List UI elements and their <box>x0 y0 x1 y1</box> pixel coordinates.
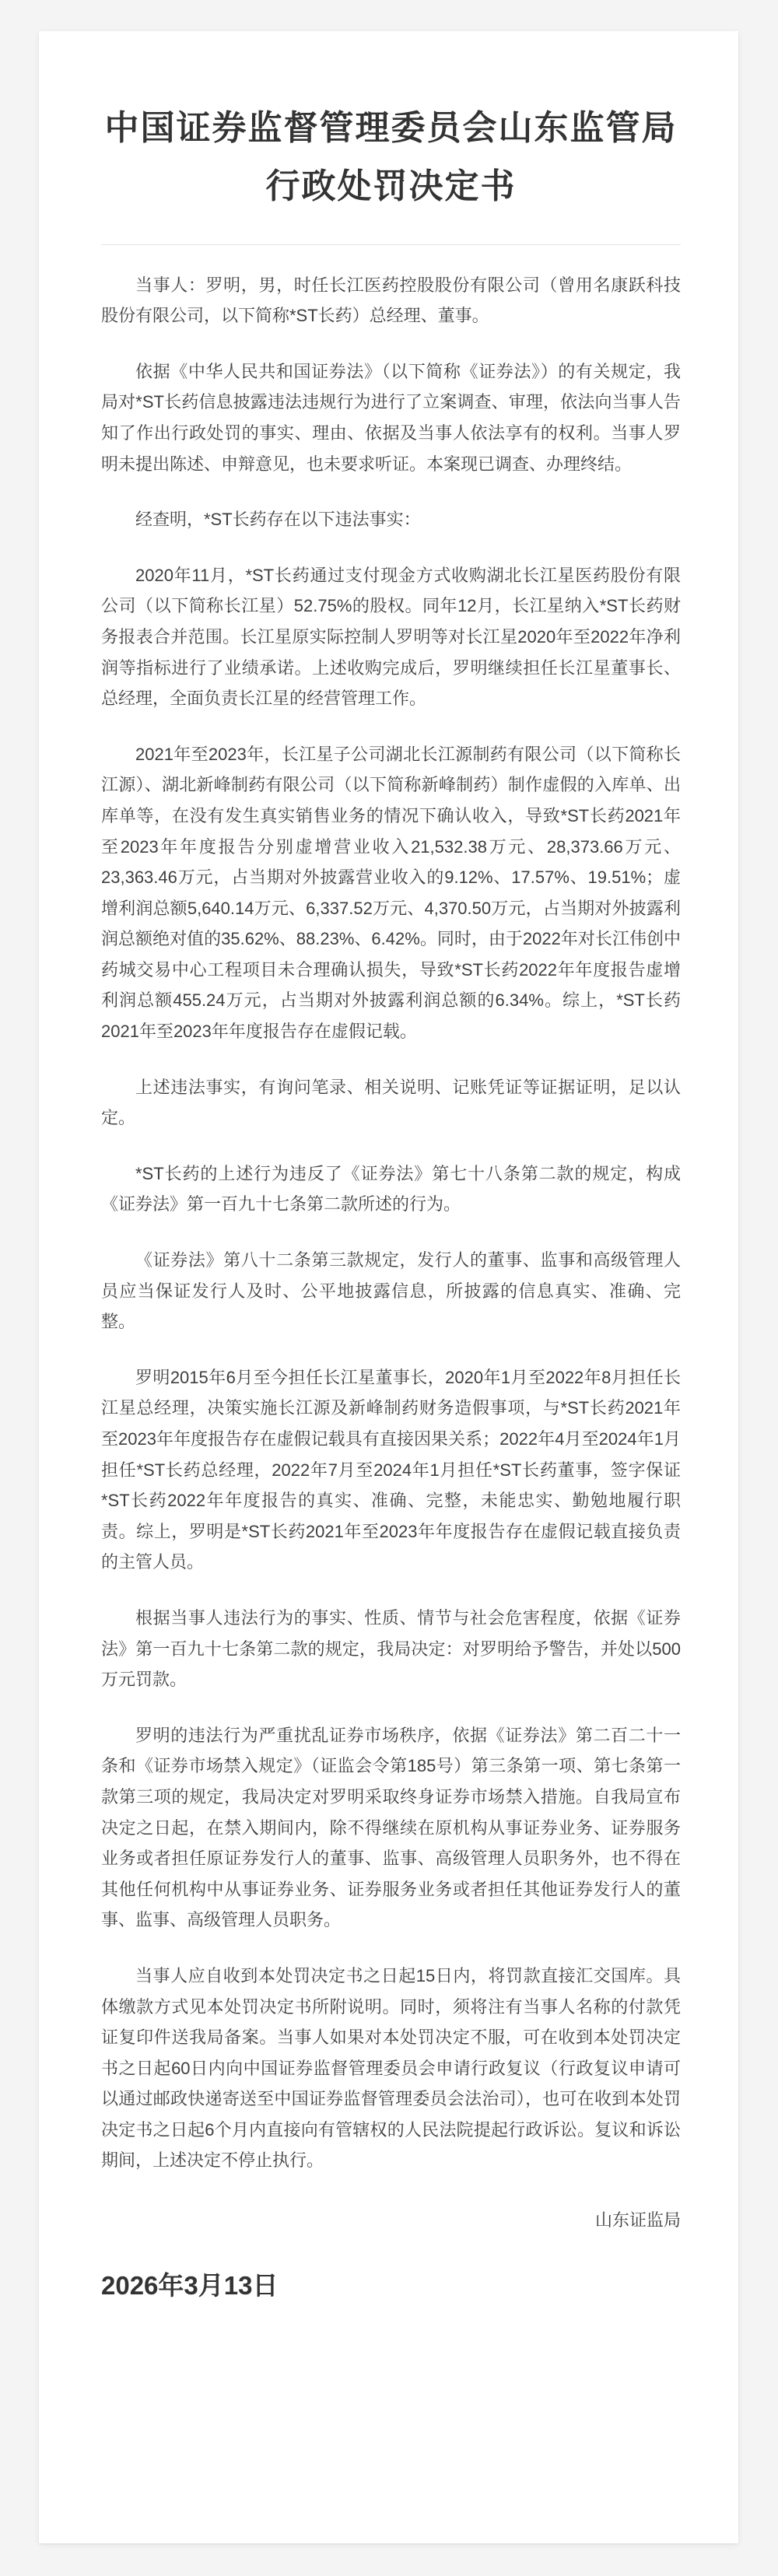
document-card <box>39 31 738 2543</box>
document-body <box>101 270 681 2176</box>
document-date: 2026年3月13日 <box>101 2270 279 2300</box>
paragraph-acquisition-facts: 2020年11月，*ST长药通过支付现金方式收购湖北长江星医药股份有限公司（以下简称长江星）52.75%的股权。同年12月，长江星纳入*ST长药财务报表合并范围。长江星原实际控制人罗明等对长江星2020年至2022年净利润等指标进行了业绩承诺。上述收购完成后，罗明继续担任长江星董事长、总经理，全面负责长江星的经营管理工作。 <box>101 565 681 709</box>
paragraph-evidence: 上述违法事实，有询问笔录、相关说明、记账凭证等证据证明，足以认定。 <box>101 1077 681 1128</box>
paragraph-violation: *ST长药的上述行为违反了《证券法》第七十八条第二款的规定，构成《证券法》第一百九十七条第二款所述的行为。 <box>101 1163 681 1214</box>
paragraph-basis: 依据《中华人民共和国证券法》（以下简称《证券法》）的有关规定，我局对*ST长药信息披露违法违规行为进行了立案调查、审理，依法向当事人告知了作出行政处罚的事实、理由、依据及当事人依法享有的权利。当事人罗明未提出陈述、申辩意见，也未要求听证。本案现已调查、办理终结。 <box>101 361 681 474</box>
title-line-1: 中国证券监督管理委员会山东监管局 <box>104 109 678 147</box>
paragraph-market-ban: 罗明的违法行为严重扰乱证券市场秩序，依据《证券法》第二百二十一条和《证券市场禁入规定》（证监会令第185号）第三条第一项、第七条第一款第三项的规定，我局决定对罗明采取终身证券市场禁入措施。自我局宣布决定之日起，在禁入期间内，除不得继续在原机构从事证券业务、证券服务业务或者担任原证券发行人的董事、监事、高级管理人员职务外，也不得在其他任何机构中从事证券业务、证券服务业务或者担任其他证券发行人的董事、监事、高级管理人员职务。 <box>101 1725 681 1930</box>
paragraph-payment-appeal: 当事人应自收到本处罚决定书之日起15日内，将罚款直接汇交国库。具体缴款方式见本处罚决定书所附说明。同时，须将注有当事人名称的付款凭证复印件送我局备案。当事人如果对本处罚决定不服，可在收到本处罚决定书之日起60日内向中国证券监督管理委员会申请行政复议（行政复议申请可以通过邮政快递寄送至中国证券监督管理委员会法治司），也可在收到本处罚决定书之日起6个月内直接向有管辖权的人民法院提起行政诉讼。复议和诉讼期间，上述决定不停止执行。 <box>101 1965 681 2171</box>
paragraph-findings-intro: 经查明，*ST长药存在以下违法事实： <box>135 510 421 530</box>
paragraph-parties: 当事人：罗明，男，时任长江医药控股股份有限公司（曾用名康跃科技股份有限公司，以下简称*ST长药）总经理、董事。 <box>101 275 681 326</box>
issuer-signature: 山东证监局 <box>594 2210 681 2231</box>
paragraph-responsibility: 罗明2015年6月至今担任长江星董事长，2020年1月至2022年8月担任长江星总经理，决策实施长江源及新峰制药财务造假事项，与*ST长药2021年至2023年年度报告存在虚假记载具有直接因果关系；2022年4月至2024年1月担任*ST长药总经理，2022年7月至2024年1月担任*ST长药董事，签字保证*ST长药2022年年度报告的真实、准确、完整，未能忠实、勤勉地履行职责。综上，罗明是*ST长药2021年至2023年年度报告存在虚假记载直接负责的主管人员。 <box>101 1367 681 1572</box>
title-line-2: 行政处罚决定书 <box>265 166 517 205</box>
paragraph-penalty-decision: 根据当事人违法行为的事实、性质、情节与社会危害程度，依据《证券法》第一百九十七条第二款的规定，我局决定：对罗明给予警告，并处以500万元罚款。 <box>101 1607 681 1690</box>
title-divider <box>101 244 681 245</box>
paragraph-fraud-details: 2021年至2023年，长江星子公司湖北长江源制药有限公司（以下简称长江源）、湖北新峰制药有限公司（以下简称新峰制药）制作虚假的入库单、出库单等，在没有发生真实销售业务的情况下确认收入，导致*ST长药2021年至2023年年度报告分别虚增营业收入21,532.38万元、28,373.66万元、23,363.46万元，占当期对外披露营业收入的9.12%、17.57%、19.51%；虚增利润总额5,640.14万元、6,337.52万元、4,370.50万元，占当期对外披露利润总额绝对值的35.62%、88.23%、6.42%。同时，由于2022年对长江伟创中药城交易中心工程项目未合理确认损失，导致*ST长药2022年年度报告虚增利润总额455.24万元，占当期对外披露利润总额的6.34%。综上，*ST长药2021年至2023年年度报告存在虚假记载。 <box>101 744 681 1042</box>
document-title <box>101 100 681 216</box>
paragraph-law-article-82: 《证券法》第八十二条第三款规定，发行人的董事、监事和高级管理人员应当保证发行人及时、公平地披露信息，所披露的信息真实、准确、完整。 <box>101 1250 681 1332</box>
